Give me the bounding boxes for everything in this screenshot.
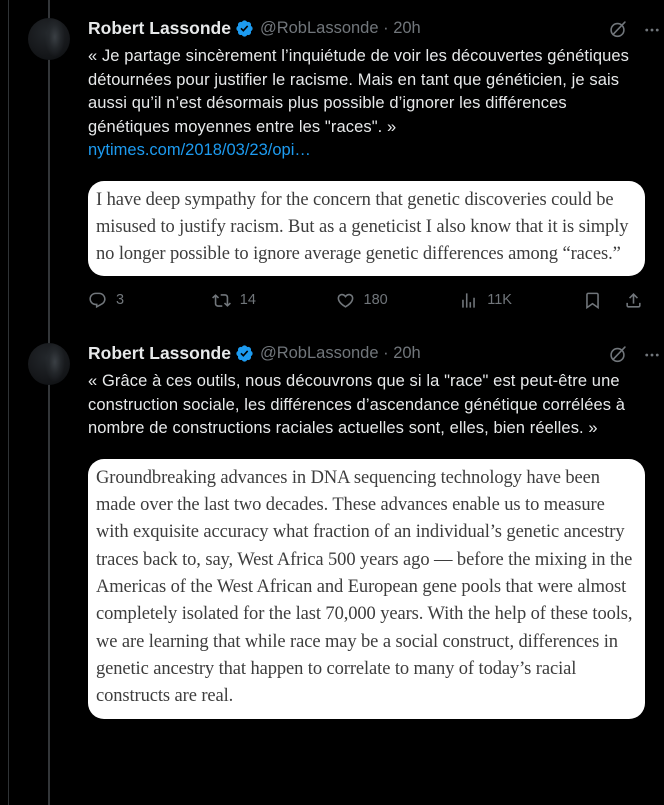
- quoted-article-text: I have deep sympathy for the concern that genetic discoveries could be misused to justify racism. But as a geneticist I also know that it is simply no longer possible to ignore average genetic differences among “races.”: [96, 189, 629, 265]
- avatar[interactable]: [28, 343, 70, 385]
- reply-button[interactable]: [88, 291, 212, 310]
- quoted-article-image[interactable]: [88, 459, 645, 719]
- tweet[interactable]: [0, 0, 664, 323]
- quoted-article-image[interactable]: [88, 181, 645, 277]
- tweet-text: « Je partage sincèrement l’inquiétude de voir les découvertes génétiques détournées pour justifier le racisme. Mais en tant que généticien, je sais aussi qu’il n’est désormais plus possible d’ignorer les différences génétiques moyennes entre les "races". »: [88, 47, 630, 136]
- grok-icon[interactable]: [607, 344, 628, 365]
- verified-badge-icon: [235, 19, 254, 38]
- grok-icon[interactable]: [607, 19, 628, 40]
- article-link[interactable]: nytimes.com/2018/03/23/opi…: [88, 141, 311, 159]
- tweet[interactable]: [0, 323, 664, 730]
- more-icon[interactable]: [643, 21, 661, 39]
- reply-icon: [88, 291, 107, 310]
- avatar[interactable]: [28, 18, 70, 60]
- tweet-header: [88, 16, 645, 40]
- repost-icon: [212, 291, 231, 310]
- share-icon[interactable]: [624, 291, 643, 310]
- tweet-header: [88, 341, 645, 365]
- reply-count: 3: [116, 292, 125, 309]
- author-name[interactable]: Robert Lassonde: [88, 342, 231, 363]
- like-button[interactable]: [336, 291, 460, 310]
- author-handle-and-time[interactable]: @RobLassonde · 20h: [259, 18, 421, 37]
- views-icon: [459, 291, 478, 310]
- repost-button[interactable]: [212, 291, 336, 310]
- author-handle-and-time[interactable]: @RobLassonde · 20h: [259, 343, 421, 362]
- repost-count: 14: [239, 292, 256, 309]
- bookmark-icon[interactable]: [583, 291, 602, 310]
- verified-badge-icon: [235, 344, 254, 363]
- tweet-text: « Grâce à ces outils, nous découvrons que si la "race" est peut-être une construction sociale, les différences d’ascendance génétique corrélées à nombre de constructions raciales actuelles sont, elles, bien réelles. »: [88, 372, 626, 438]
- more-icon[interactable]: [643, 346, 661, 364]
- like-count: 180: [363, 292, 388, 309]
- views-count: 11K: [487, 292, 512, 309]
- engagement-bar: [88, 289, 645, 311]
- author-name[interactable]: Robert Lassonde: [88, 17, 231, 38]
- quoted-article-text: Groundbreaking advances in DNA sequencing technology have been made over the last two decades. These advances enable us to measure with exquisite accuracy what fraction of an individual’s genetic ancestry traces back to, say, West Africa 500 years ago — before the mixing in the Americas of the West African and European gene pools that were almost completely isolated for the last 70,000 years. With the help of these tools, we are learning that while race may be a social construct, differences in genetic ancestry that happen to correlate to many of today’s racial constructs are real.: [96, 467, 633, 707]
- like-icon: [336, 291, 355, 310]
- views-button[interactable]: [459, 291, 583, 310]
